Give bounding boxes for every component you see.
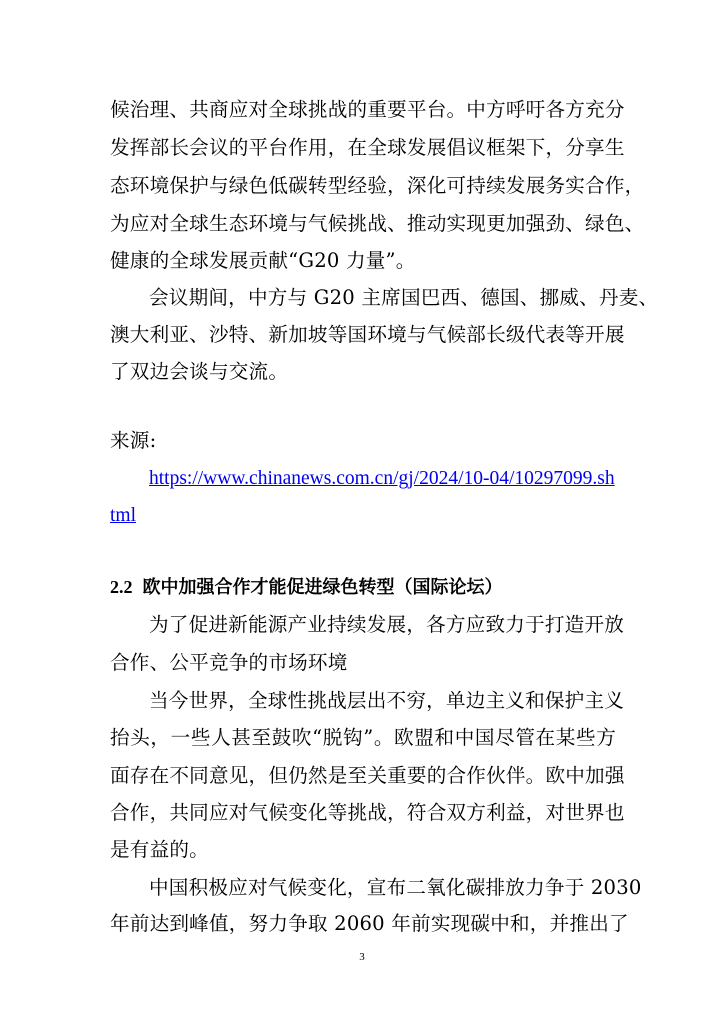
paragraph-line: 合作、公平竞争的市场环境 — [110, 651, 348, 674]
section-heading — [110, 574, 503, 601]
paragraph-line: 澳大利亚、沙特、新加坡等国环境与气候部长级代表等开展 — [110, 323, 625, 346]
paragraph-line: 发挥部长会议的平台作用，在全球发展倡议框架下，分享生 — [110, 136, 625, 159]
paragraph-line: 候治理、共商应对全球挑战的重要平台。中方呼吁各方充分 — [110, 98, 625, 121]
source-label: 来源: — [110, 429, 157, 452]
section-number: 2.2 — [110, 577, 133, 597]
source-link-continuation[interactable]: tml — [110, 505, 137, 526]
paragraph-line: 态环境保护与绿色低碳转型经验，深化可持续发展务实合作， — [110, 174, 645, 197]
source-link[interactable]: https://www.chinanews.com.cn/gj/2024/10-04/10297099.sh — [149, 468, 615, 489]
paragraph-line: 为应对全球生态环境与气候挑战、推动实现更加强劲、绿色、 — [110, 212, 645, 235]
paragraph-line: 中国积极应对气候变化，宣布二氧化碳排放力争于 2030 — [149, 876, 642, 899]
paragraph-line: 抬头，一些人甚至鼓吹“脱钩”。欧盟和中国尽管在某些方 — [110, 726, 616, 749]
paragraph-line: 会议期间，中方与 G20 主席国巴西、德国、挪威、丹麦、 — [149, 286, 659, 309]
paragraph-line: 年前达到峰值，努力争取 2060 年前实现碳中和，并推出了 — [110, 912, 629, 935]
paragraph-line: 合作，共同应对气候变化等挑战，符合双方利益，对世界也 — [110, 801, 625, 824]
section-title: 欧中加强合作才能促进绿色转型（国际论坛） — [142, 577, 503, 598]
paragraph-line: 面存在不同意见，但仍然是至关重要的合作伙伴。欧中加强 — [110, 764, 625, 787]
page-number: 3 — [359, 951, 365, 963]
paragraph-line: 是有益的。 — [110, 838, 209, 861]
paragraph-line: 了双边会谈与交流。 — [110, 360, 289, 383]
paragraph-line: 为了促进新能源产业持续发展，各方应致力于打造开放 — [149, 613, 625, 636]
paragraph-line: 当今世界，全球性挑战层出不穷，单边主义和保护主义 — [149, 689, 625, 712]
paragraph-line: 健康的全球发展贡献“G20 力量”。 — [110, 249, 416, 272]
